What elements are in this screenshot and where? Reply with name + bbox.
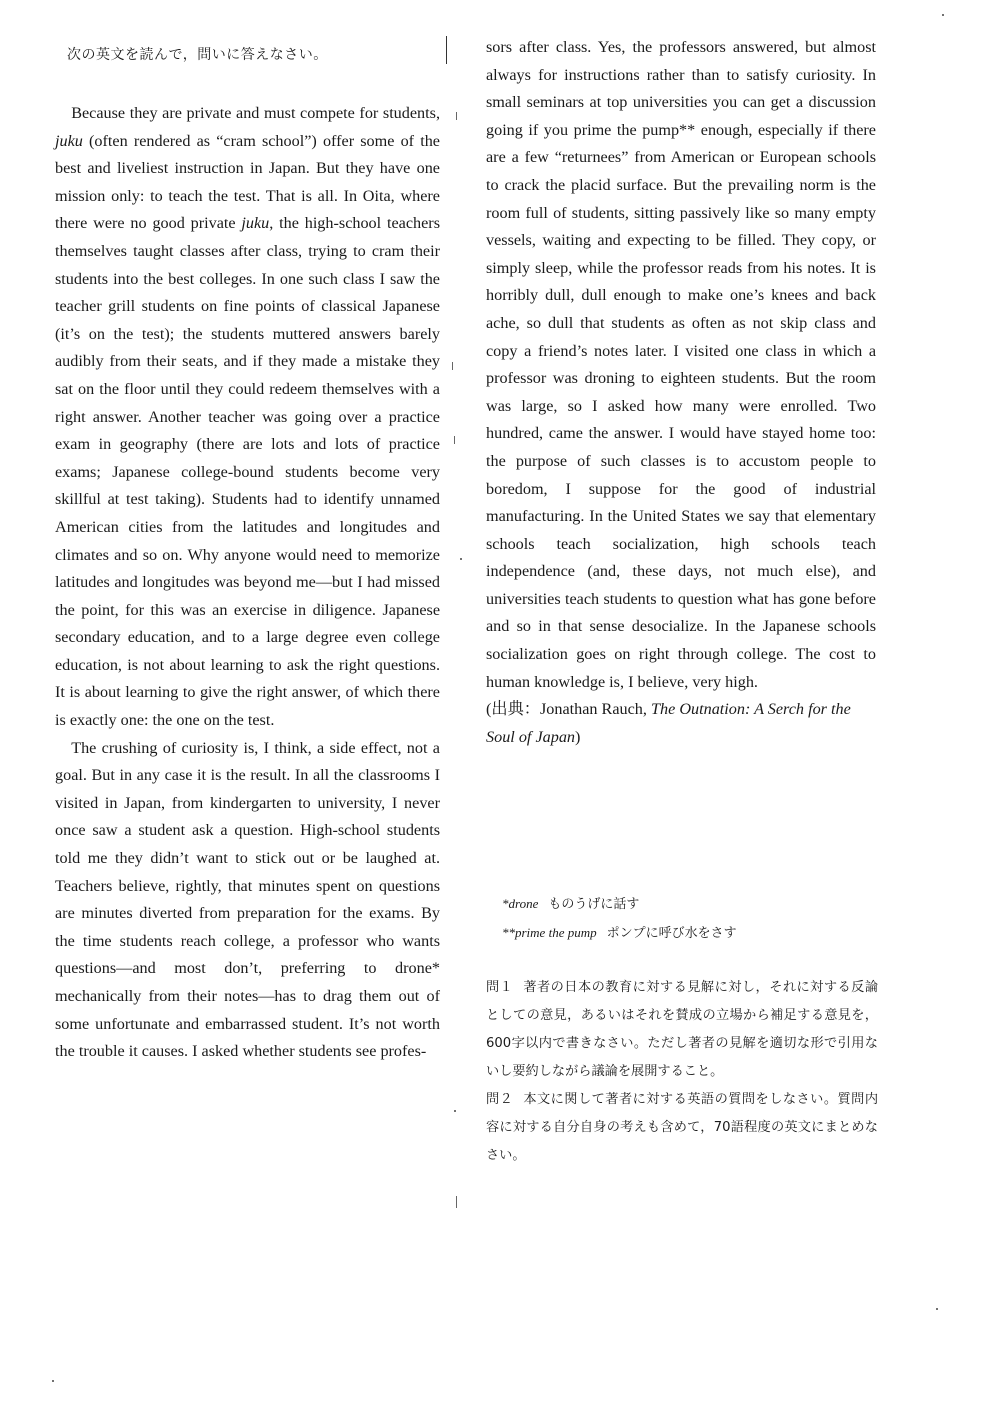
source-title: The Outnation: A Serch for the Soul of Japan bbox=[486, 700, 851, 746]
footnote-drone bbox=[502, 890, 872, 919]
source-prefix: (出典：Jonathan Rauch, bbox=[486, 700, 651, 719]
scan-mark bbox=[452, 362, 453, 370]
question-label: 問１ bbox=[486, 980, 514, 995]
passage-paragraph-2-continued: sors after class. Yes, the professors answered, but almost always for instructions rather than to satisfy curiosity. In small seminars at top universities you can get a discussion going if you prime the pump** enough, especially if there are a few “returnees” from American or European schools to crack the placid surface. But the prevailing norm is the room full of students, sitting passively like so many empty vessels, waiting and expecting to be filled. They copy, or simply sleep, while the professor reads from his notes. It is horribly dull, dull enough to make one’s knees and back ache, so dull that students as often as not skip class and copy a friend’s notes later. I visited one class in which a professor was droning to eighteen students. But the room was large, so I asked how many were enrolled. Two hundred, came the answer. I would have stayed home too: the purpose of such classes is to accustom people to boredom, I suppose for the good of industrial manufacturing. In the United States we say that elementary schools teach socialization, high schools teach independence (and, these days, not much else), and universities teach students to question what has gone before and so in that sense desocialize. In the Japanese schools socialization goes on right through college. The cost to human knowledge is, I believe, very high. bbox=[486, 38, 876, 691]
left-column-body bbox=[55, 100, 440, 1066]
scan-speck bbox=[460, 558, 462, 560]
scan-mark bbox=[456, 112, 457, 120]
scan-speck bbox=[52, 1380, 54, 1382]
italic-term: juku bbox=[55, 131, 83, 150]
footnotes bbox=[502, 890, 872, 948]
footnote-definition: ものうげに話す bbox=[548, 897, 640, 912]
italic-term: juku bbox=[241, 214, 270, 233]
scan-speck bbox=[942, 14, 944, 16]
question-2 bbox=[486, 1086, 878, 1170]
instruction-text: 次の英文を読んで，問いに答えなさい。 bbox=[67, 47, 328, 63]
scan-speck bbox=[454, 1110, 456, 1112]
question-1 bbox=[486, 974, 878, 1086]
scan-mark bbox=[456, 1196, 457, 1208]
question-text: 本文に関して著者に対する英語の質問をしなさい。質問内容に対する自分自身の考えも含めて，70語程度の英文にまとめなさい。 bbox=[486, 1092, 879, 1163]
question-label: 問２ bbox=[486, 1092, 514, 1107]
passage-paragraph-1: Because they are private and must compete for students, juku (often rendered as “cram school”) offer some of the best and liveliest instruction in Japan. But they have one mission only: to teach the test. That is all. In Oita, where there were no good private juku, the high-school teachers themselves taught classes after class, trying to cram their students into the best colleges. In one such class I saw the teacher grill students on fine points of classical Japanese (it’s on the test); the students muttered answers barely audibly from their seats, and if they made a mistake they sat on the floor until they could redeem themselves with a right answer. Another teacher was going over a practice exam in geography (there are lots and lots of practice exams; Japanese college-bound students become very skillful at test taking). Students had to identify unnamed American cities from the latitudes and longitudes and climates and so on. Why anyone would need to memorize latitudes and longitudes was beyond me—but I had missed the point, for this was an exercise in diligence. Japanese secondary education, and to a large degree even college education, is not about learning to ask the right questions. It is about learning to give the right answer, of which there is exactly one: the one on the test. bbox=[55, 104, 440, 730]
source-citation bbox=[486, 696, 876, 751]
column-divider bbox=[446, 36, 447, 64]
footnote-prime-the-pump bbox=[502, 919, 872, 948]
footnote-term: **prime the pump bbox=[502, 925, 597, 940]
question-text: 著者の日本の教育に対する見解に対し，それに対する反論としての意見，あるいはそれを賛成の立場から補足する意見を，600字以内で書きなさい。ただし著者の見解を適切な形で引用ないし要約しながら議論を展開すること。 bbox=[486, 980, 879, 1079]
footnote-definition: ポンプに呼び水をさす bbox=[606, 926, 737, 941]
scan-mark bbox=[454, 436, 455, 444]
passage-paragraph-2-start: The crushing of curiosity is, I think, a side effect, not a goal. But in any case it is the result. In all the classrooms I visited in Japan, from kindergarten to university, I never once saw a student ask a question. High-school students told me they didn’t want to stick out or be laughed at. Teachers believe, rightly, that minutes spent on questions are minutes diverted from preparation for the exams. By the time students reach college, a professor who wants questions—and most don’t, preferring to drone* mechanically from their notes—has to drag them out of some unfortunate and embarrassed student. It’s not worth the trouble it causes. I asked whether students see profes- bbox=[55, 738, 440, 1061]
footnote-term: *drone bbox=[502, 896, 539, 911]
scan-speck bbox=[936, 1308, 938, 1310]
source-suffix: ) bbox=[575, 727, 581, 746]
right-column-body bbox=[486, 34, 876, 751]
questions bbox=[486, 974, 878, 1170]
